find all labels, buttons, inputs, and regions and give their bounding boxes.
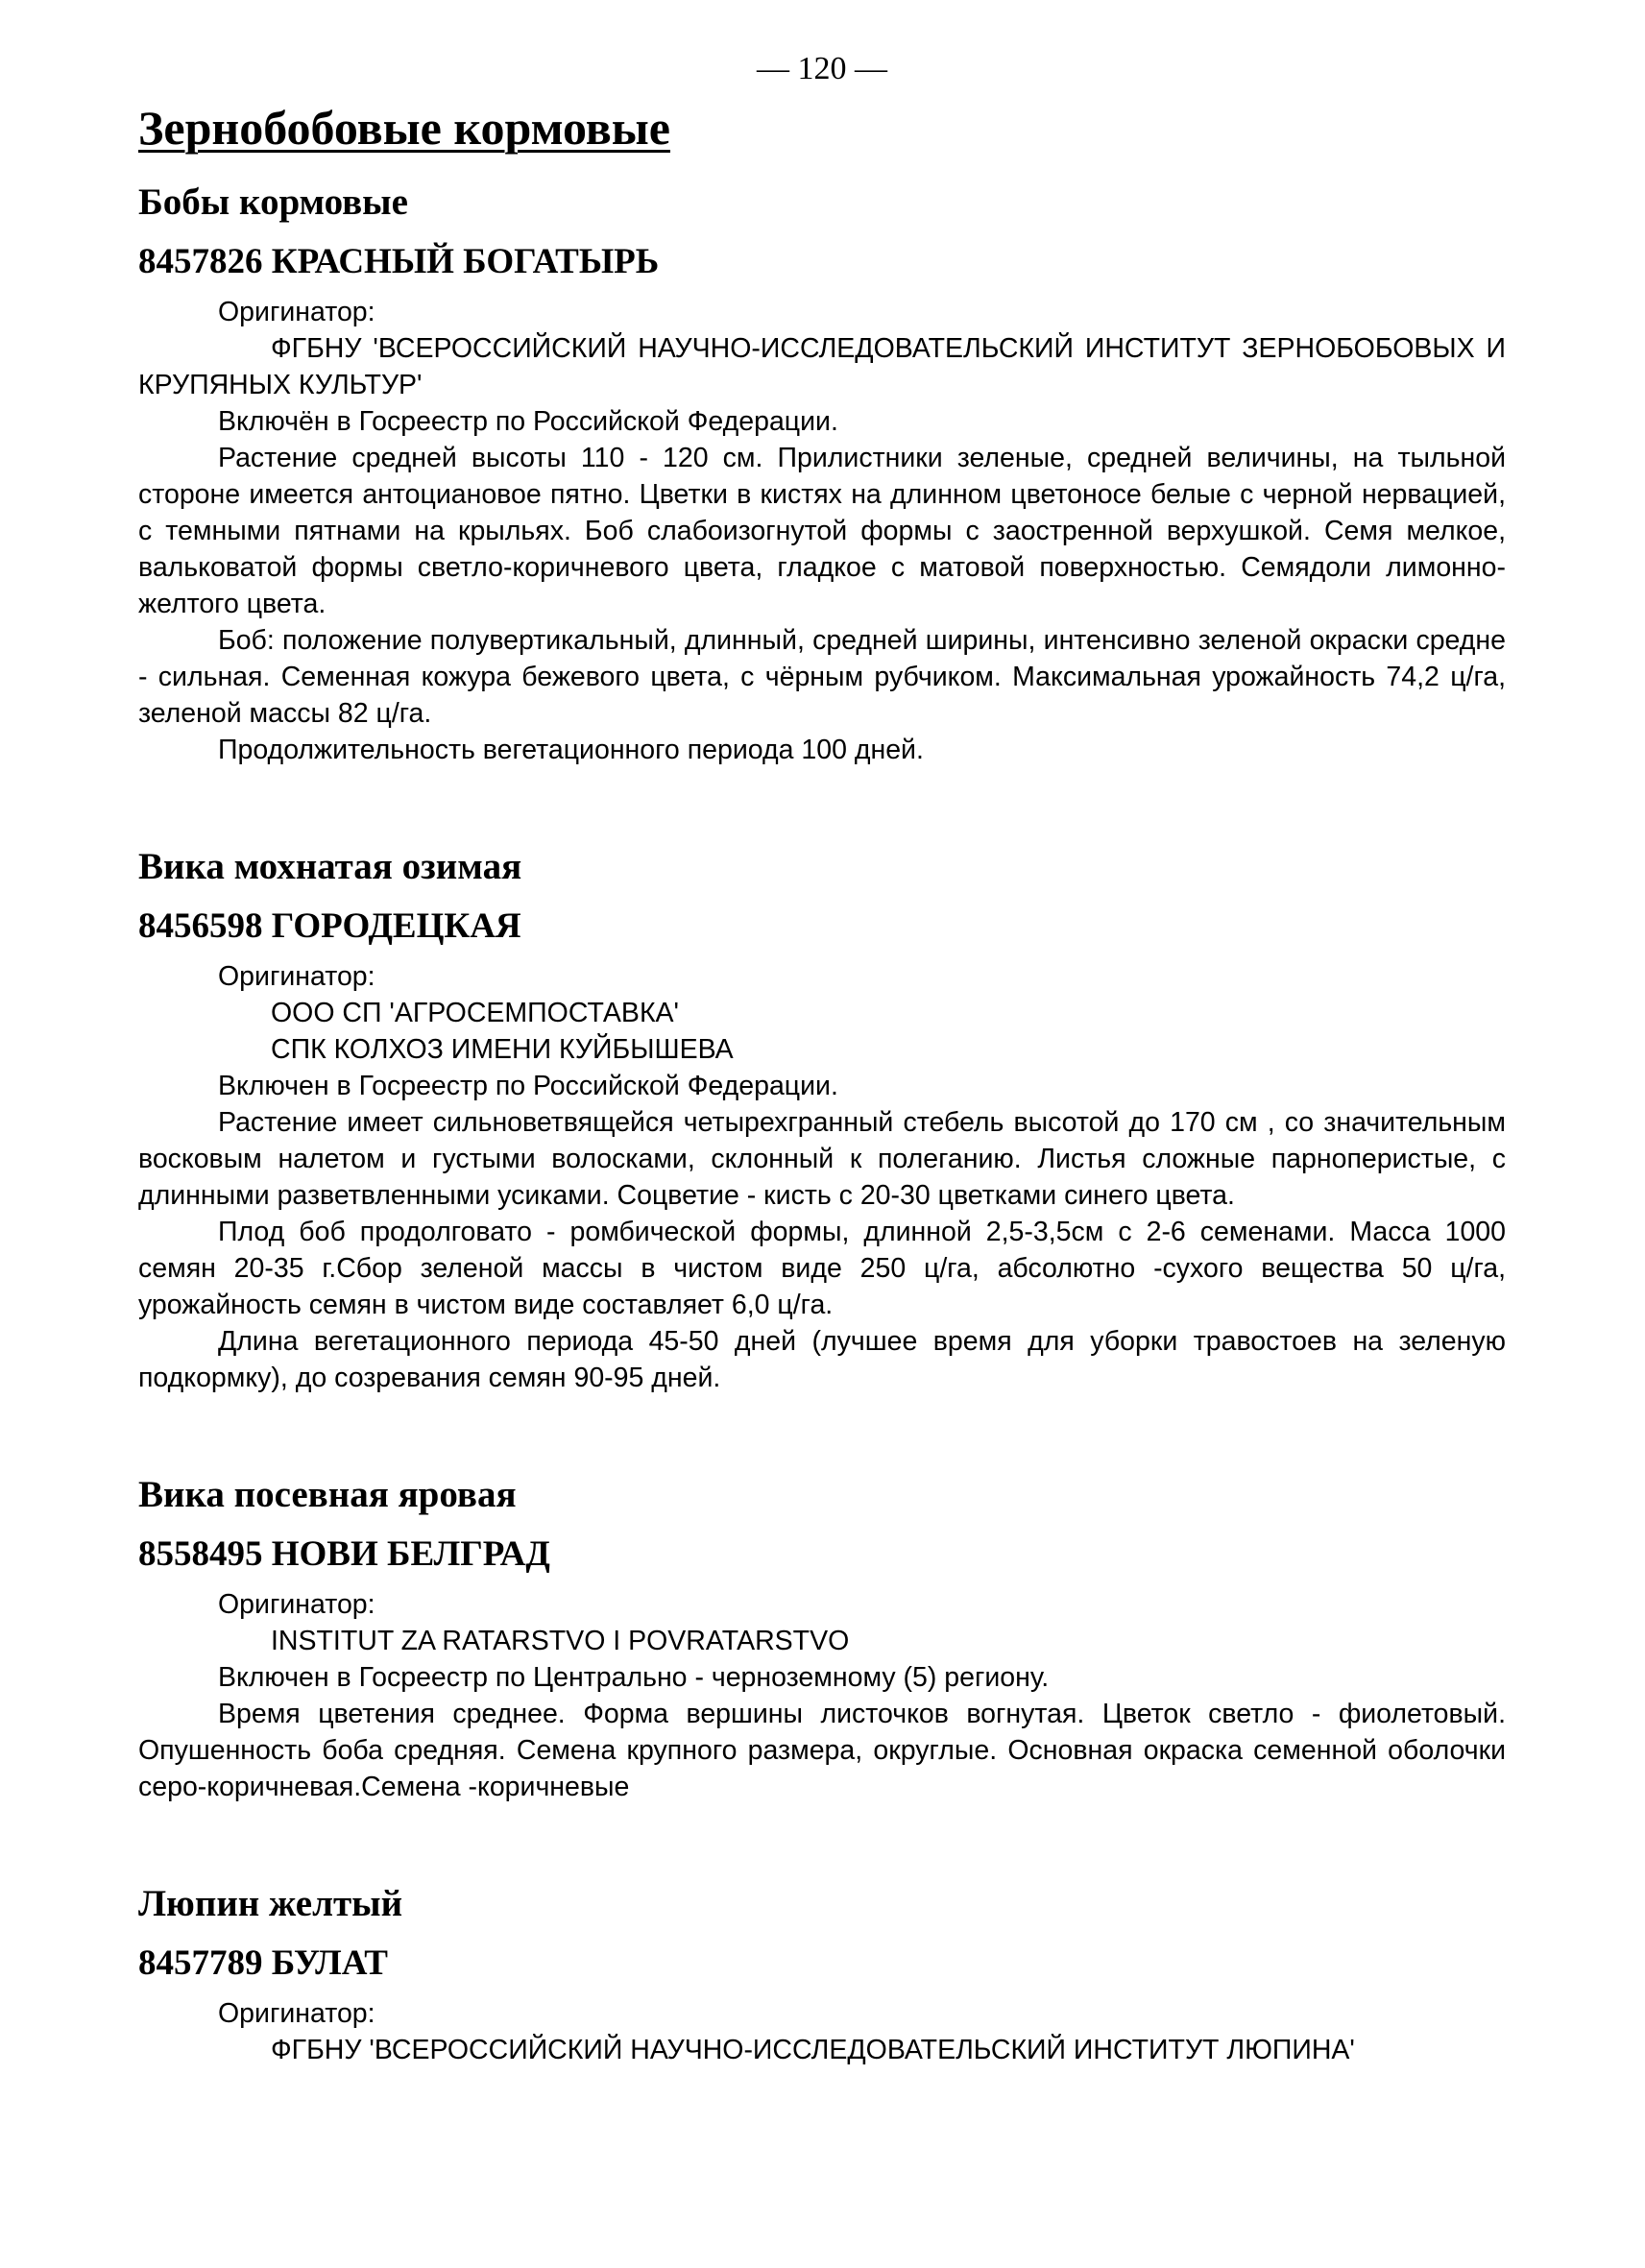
registry-note: Включён в Госреестр по Российской Федерации. (218, 406, 838, 437)
registry-note: Включен в Госреестр по Центрально - черноземному (5) региону. (218, 1662, 1050, 1693)
originator-label: Оригинатор: (218, 1589, 375, 1620)
originator-name: ООО СП 'АГРОСЕМПОСТАВКА' (271, 998, 679, 1028)
page-number: — 120 — (757, 51, 887, 86)
section-spacer (138, 1396, 1506, 1473)
description-paragraph: Время цветения среднее. Форма вершины листочков вогнутая. Цветок светло - фиолетовый. Опушенность боба средняя. Семена крупного размера, округлые. Основная окраска семенной оболочки серо-коричневая.Семена -коричневые (138, 1699, 1506, 1802)
registry-note: Включен в Госреестр по Российской Федерации. (218, 1071, 838, 1101)
section-title: Зернобобовые кормовые (138, 101, 670, 155)
section-spacer (138, 768, 1506, 845)
originator-name: ФГБНУ 'ВСЕРОССИЙСКИЙ НАУЧНО-ИССЛЕДОВАТЕЛЬСКИЙ ИНСТИТУТ ЛЮПИНА' (271, 2035, 1355, 2065)
description-paragraph: Растение имеет сильноветвящейся четырехгранный стебель высотой до 170 см , со значительным восковым налетом и густыми волосками, склонный к полеганию. Листья сложные парноперистые, с длинными разветвленными усиками. Соцветие - кисть с 20-30 цветками синего цвета. (138, 1107, 1506, 1211)
culture-block (138, 1473, 1506, 1805)
description-paragraph: Длина вегетационного периода 45-50 дней (лучшее время для уборки травостоев на зеленую подкормку), до созревания семян 90-95 дней. (138, 1326, 1506, 1393)
description-paragraph: Плод боб продолговато - ромбической формы, длинной 2,5-3,5см с 2-6 семенами. Масса 1000 семян 20-35 г.Сбор зеленой массы в чистом виде 250 ц/га, абсолютно -сухого вещества 50 ц/га, урожайность семян в чистом виде составляет 6,0 ц/га. (138, 1217, 1506, 1320)
culture-block (138, 1882, 1506, 2068)
description-paragraph: Боб: положение полувертикальный, длинный, средней ширины, интенсивно зеленой окраски средне - сильная. Семенная кожура бежевого цвета, с чёрным рубчиком. Максимальная урожайность 74,2 ц/га, зеленой массы 82 ц/га. (138, 625, 1506, 729)
culture-block (138, 181, 1506, 768)
description-paragraph: Продолжительность вегетационного периода 100 дней. (218, 735, 924, 765)
originator-label: Оригинатор: (218, 961, 375, 992)
originator-name: СПК КОЛХОЗ ИМЕНИ КУЙБЫШЕВА (271, 1034, 734, 1065)
variety-title: 8558495 НОВИ БЕЛГРАД (138, 1534, 550, 1574)
culture-name: Люпин желтый (138, 1883, 403, 1924)
section-spacer (138, 1805, 1506, 1882)
originator-name: INSTITUT ZA RATARSTVO I POVRATARSTVO (271, 1626, 850, 1656)
variety-title: 8457789 БУЛАТ (138, 1943, 388, 1983)
document-page (138, 50, 1506, 2068)
variety-title: 8456598 ГОРОДЕЦКАЯ (138, 906, 521, 946)
culture-name: Вика мохнатая озимая (138, 846, 522, 887)
culture-name: Вика посевная яровая (138, 1474, 517, 1515)
originator-name: ФГБНУ 'ВСЕРОССИЙСКИЙ НАУЧНО-ИССЛЕДОВАТЕЛЬСКИЙ ИНСТИТУТ ЗЕРНОБОБОВЫХ И КРУПЯНЫХ КУЛЬТУР' (138, 333, 1506, 400)
description-paragraph: Растение средней высоты 110 - 120 см. Прилистники зеленые, средней величины, на тыльной стороне имеется антоциановое пятно. Цветки в кистях на длинном цветоносе белые с черной нервацией, с темными пятнами на крыльях. Боб слабоизогнутой формы с заостренной верхушкой. Семя мелкое, вальковатой формы светло-коричневого цвета, гладкое с матовой поверхностью. Семядоли лимонно-желтого цвета. (138, 443, 1506, 619)
originator-label: Оригинатор: (218, 1998, 375, 2029)
culture-block (138, 845, 1506, 1396)
variety-title: 8457826 КРАСНЫЙ БОГАТЫРЬ (138, 242, 660, 281)
originator-label: Оригинатор: (218, 297, 375, 327)
culture-name: Бобы кормовые (138, 181, 408, 223)
